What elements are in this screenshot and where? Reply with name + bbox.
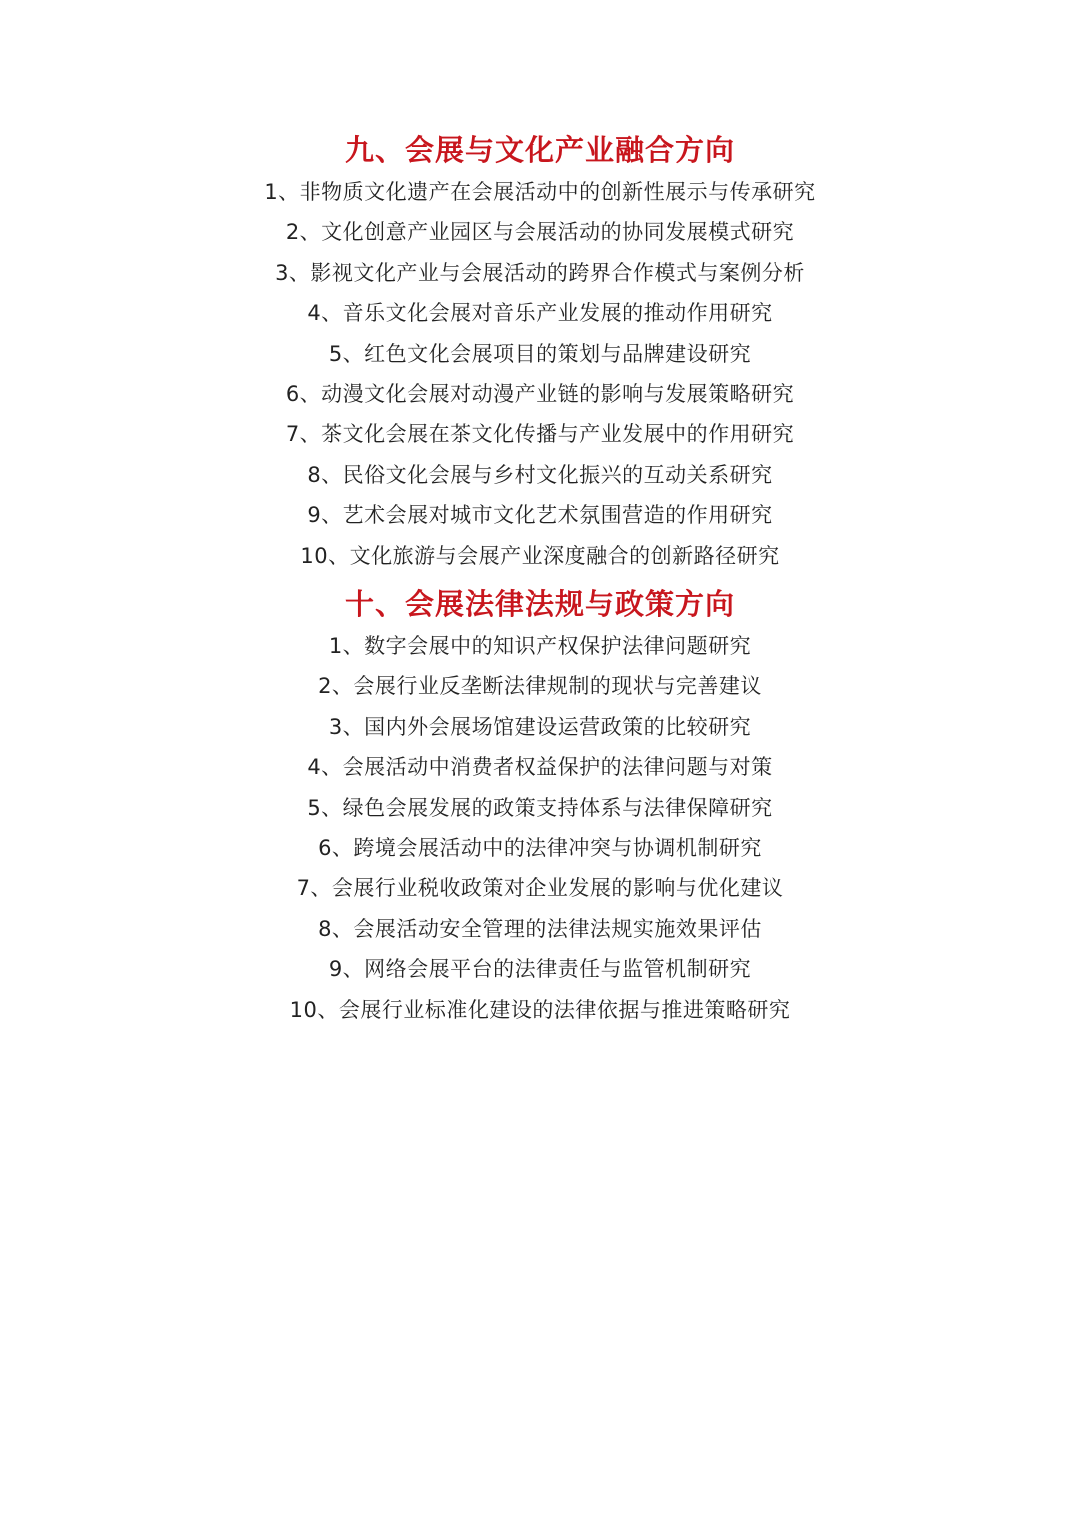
- list-item: 10、文化旅游与会展产业深度融合的创新路径研究: [300, 543, 780, 568]
- list-item: 8、民俗文化会展与乡村文化振兴的互动关系研究: [307, 462, 773, 487]
- list-item: 6、跨境会展活动中的法律冲突与协调机制研究: [318, 835, 762, 860]
- list-item: 7、茶文化会展在茶文化传播与产业发展中的作用研究: [285, 422, 795, 447]
- list-item: 5、绿色会展发展的政策支持体系与法律保障研究: [307, 795, 773, 820]
- list-item: 6、动漫文化会展对动漫产业链的影响与发展策略研究: [285, 381, 795, 406]
- section-heading: 九、会展与文化产业融合方向: [344, 133, 735, 167]
- section-law-policy: [0, 582, 1080, 1030]
- list-item: 5、红色文化会展项目的策划与品牌建设研究: [328, 341, 752, 366]
- list-item: 4、会展活动中消费者权益保护的法律问题与对策: [307, 755, 773, 780]
- section-culture-industry: [0, 128, 1080, 576]
- list-item: 10、会展行业标准化建设的法律依据与推进策略研究: [289, 997, 791, 1022]
- list-item: 3、国内外会展场馆建设运营政策的比较研究: [328, 714, 752, 739]
- list-item: 9、艺术会展对城市文化艺术氛围营造的作用研究: [307, 503, 773, 528]
- list-item: 1、非物质文化遗产在会展活动中的创新性展示与传承研究: [264, 180, 816, 204]
- list-item: 3、影视文化产业与会展活动的跨界合作模式与案例分析: [275, 260, 805, 285]
- list-item: 8、会展活动安全管理的法律法规实施效果评估: [318, 916, 762, 941]
- list-item: 2、会展行业反垄断法律规制的现状与完善建议: [318, 674, 762, 699]
- list-item: 9、网络会展平台的法律责任与监管机制研究: [328, 957, 752, 982]
- list-item: 1、数字会展中的知识产权保护法律问题研究: [328, 634, 752, 658]
- topic-list: [0, 172, 1080, 576]
- topic-list: [0, 626, 1080, 1030]
- list-item: 2、文化创意产业园区与会展活动的协同发展模式研究: [285, 220, 795, 245]
- list-item: 4、音乐文化会展对音乐产业发展的推动作用研究: [307, 301, 773, 326]
- list-item: 7、会展行业税收政策对企业发展的影响与优化建议: [296, 876, 784, 901]
- section-heading: 十、会展法律法规与政策方向: [344, 587, 735, 621]
